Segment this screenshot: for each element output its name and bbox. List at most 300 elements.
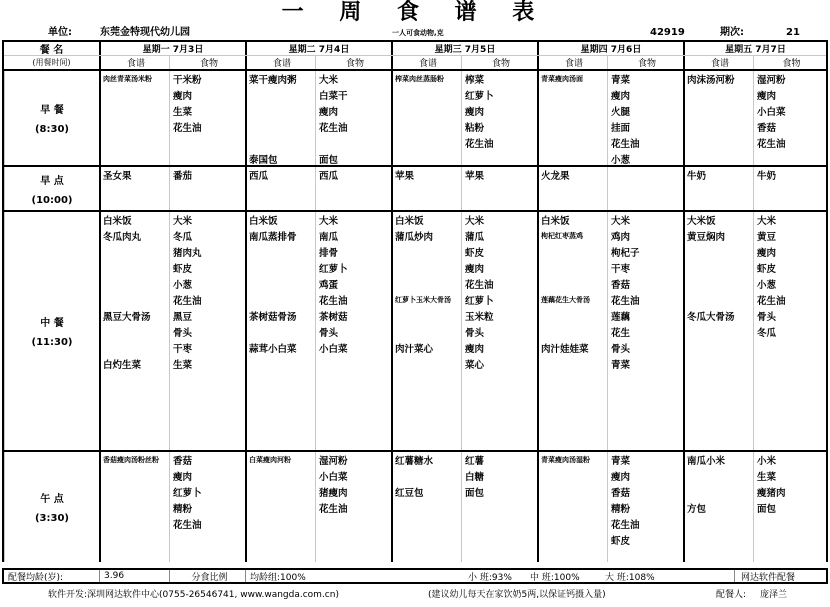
dish-name: 榨菜肉丝蒸肠粉 xyxy=(395,75,444,83)
meal-name-cell xyxy=(4,167,99,210)
dish-name xyxy=(687,244,753,260)
food-item: 玉米粒 xyxy=(465,312,494,323)
dish-name xyxy=(687,87,753,103)
dish-name: 方包 xyxy=(687,504,707,515)
dish-name: 白米饭 xyxy=(249,216,278,227)
meal-time: (10:00) xyxy=(31,194,73,206)
food-item: 香菇 xyxy=(173,456,193,467)
food-item: 干枣 xyxy=(173,344,193,355)
food-item: 虾皮 xyxy=(173,264,193,275)
food-item: 小葱 xyxy=(611,155,631,166)
dish-name xyxy=(395,87,461,103)
dish-name xyxy=(103,103,169,119)
dish-name: 青菜瘦肉汤湿粉 xyxy=(541,456,590,464)
dish-column xyxy=(537,212,607,450)
dish-name: 红豆包 xyxy=(395,488,424,499)
dish-name xyxy=(103,292,169,308)
dish-column xyxy=(391,167,461,210)
food-item: 香菇 xyxy=(611,488,631,499)
dish-column xyxy=(537,71,607,165)
dish-column xyxy=(245,71,315,165)
day-header-mon: 星期一 7月3日 xyxy=(99,42,245,55)
dish-name: 莲藕花生大骨汤 xyxy=(541,296,590,304)
big-class: 大 班:108% xyxy=(605,572,655,583)
dish-name xyxy=(249,276,315,292)
dish-name xyxy=(249,260,315,276)
food-item xyxy=(757,404,826,420)
dish-name xyxy=(687,516,753,532)
food-item: 大米 xyxy=(611,216,631,227)
food-item xyxy=(611,436,683,452)
dish-name xyxy=(395,404,461,420)
food-item xyxy=(757,340,826,356)
dish-name: 冬瓜肉丸 xyxy=(103,232,142,243)
food-item xyxy=(757,436,826,452)
food-item: 瘦猪肉 xyxy=(757,488,786,499)
dish-name: 黄豆焖肉 xyxy=(687,232,726,243)
food-item: 莲藕 xyxy=(611,312,631,323)
food-item xyxy=(757,532,826,548)
dish-name xyxy=(395,436,461,452)
dish-column xyxy=(683,452,753,562)
food-item: 瘦肉 xyxy=(465,264,485,275)
dish-name: 肉沫汤河粉 xyxy=(687,75,735,86)
dish-name xyxy=(541,516,607,532)
dish-name xyxy=(541,151,607,167)
dish-name xyxy=(249,324,315,340)
dish-name: 枸杞红枣蒸鸡 xyxy=(541,232,583,240)
food-item: 冬瓜 xyxy=(173,232,193,243)
small-class: 小 班:93% xyxy=(468,572,512,583)
dish-name xyxy=(541,244,607,260)
food-item: 苹果 xyxy=(465,171,485,182)
food-item: 青菜 xyxy=(611,75,631,86)
food-item xyxy=(611,167,683,183)
dish-name: 红薯糖水 xyxy=(395,456,434,467)
dish-name: 牛奶 xyxy=(687,171,707,182)
food-column xyxy=(461,212,537,450)
food-item xyxy=(465,372,537,388)
food-item: 生菜 xyxy=(173,360,193,371)
dish-name xyxy=(103,276,169,292)
food-column xyxy=(169,167,245,210)
dish-name xyxy=(395,324,461,340)
dish-name xyxy=(395,103,461,119)
page-title: 一 周 食 谱 表 xyxy=(281,0,549,25)
food-item: 花生 xyxy=(611,328,631,339)
dish-name xyxy=(541,103,607,119)
food-item: 骨头 xyxy=(319,328,339,339)
meal-name-cell xyxy=(4,212,99,450)
dish-name xyxy=(395,420,461,436)
dish-name: 圣女果 xyxy=(103,171,132,182)
dish-name xyxy=(103,516,169,532)
food-item xyxy=(319,372,391,388)
food-item xyxy=(319,356,391,372)
dish-column xyxy=(245,452,315,562)
meal-name-cell xyxy=(4,71,99,165)
food-item: 花生油 xyxy=(465,139,494,150)
dish-name: 白米饭 xyxy=(103,216,132,227)
dish-name xyxy=(541,260,607,276)
meal-time-header: (用餐时间) xyxy=(32,58,71,67)
dish-name xyxy=(103,87,169,103)
meal-name: 早 点 xyxy=(40,175,64,187)
dish-name xyxy=(249,516,315,532)
dish-column xyxy=(683,212,753,450)
dish-name xyxy=(249,372,315,388)
dish-name: 菜干瘦肉粥 xyxy=(249,75,297,86)
food-item: 瘦肉 xyxy=(465,107,485,118)
dish-name xyxy=(249,420,315,436)
dish-column xyxy=(99,167,169,210)
food-item: 西瓜 xyxy=(319,171,339,182)
dish-name: 黑豆大骨汤 xyxy=(103,312,151,323)
footer-bar xyxy=(2,568,828,584)
dish-name: 肉汁娃娃菜 xyxy=(541,344,589,355)
food-item xyxy=(757,356,826,372)
day-header-fri: 星期五 7月7日 xyxy=(683,42,826,55)
dish-name xyxy=(103,388,169,404)
dish-name xyxy=(249,500,315,516)
food-item xyxy=(173,388,245,404)
dish-name xyxy=(103,404,169,420)
issue-label: 期次: xyxy=(720,27,744,38)
dish-name: 茶树菇骨汤 xyxy=(249,312,297,323)
food-item xyxy=(465,532,537,548)
food-item xyxy=(319,532,391,548)
food-item: 瘦肉 xyxy=(757,248,777,259)
meal-name: 午 点 xyxy=(40,494,64,505)
food-item xyxy=(465,436,537,452)
dish-name: 南瓜小米 xyxy=(687,456,726,467)
day-header-tue: 星期二 7月4日 xyxy=(245,42,391,55)
food-item: 虾皮 xyxy=(611,536,631,547)
food-column xyxy=(315,212,391,450)
record-number: 42919 xyxy=(650,27,685,38)
dish-name xyxy=(541,356,607,372)
food-item: 菜心 xyxy=(465,360,485,371)
ratio-label: 分食比例 xyxy=(169,570,245,582)
day-header-row xyxy=(4,40,826,55)
food-item xyxy=(319,420,391,436)
food-column xyxy=(461,167,537,210)
food-header: 食物 xyxy=(315,56,391,69)
dish-column xyxy=(245,167,315,210)
dish-name xyxy=(103,244,169,260)
dish-name xyxy=(249,532,315,548)
food-item: 牛奶 xyxy=(757,171,777,182)
dish-name xyxy=(395,260,461,276)
food-item: 骨头 xyxy=(173,328,193,339)
unit-label: 单位: xyxy=(48,27,72,38)
food-item: 茶树菇 xyxy=(319,312,348,323)
food-item: 南瓜 xyxy=(319,232,339,243)
dish-column xyxy=(537,452,607,562)
dish-name: 苹果 xyxy=(395,171,415,182)
food-item: 花生油 xyxy=(173,296,202,307)
food-header: 食物 xyxy=(607,56,683,69)
dish-name xyxy=(541,500,607,516)
issue-value: 21 xyxy=(786,27,800,38)
dish-column xyxy=(99,212,169,450)
age-value: 3.96 xyxy=(99,570,169,582)
food-item: 花生油 xyxy=(319,296,348,307)
food-item: 粘粉 xyxy=(465,123,485,134)
dish-column xyxy=(391,212,461,450)
dish-header: 食谱 xyxy=(537,56,607,69)
food-item xyxy=(173,372,245,388)
food-item: 红薯 xyxy=(465,456,485,467)
dish-header: 食谱 xyxy=(683,56,753,69)
food-item xyxy=(173,151,245,167)
meal-block xyxy=(4,69,826,165)
dish-name xyxy=(687,276,753,292)
food-item xyxy=(173,404,245,420)
food-item xyxy=(757,151,826,167)
dish-name xyxy=(249,404,315,420)
food-item xyxy=(465,151,537,167)
dish-name: 白米饭 xyxy=(541,216,570,227)
bottom-bar xyxy=(0,587,830,601)
dish-header: 食谱 xyxy=(245,56,315,69)
dish-name xyxy=(687,260,753,276)
dish-name: 火龙果 xyxy=(541,171,570,182)
dish-name xyxy=(249,135,315,151)
dish-name xyxy=(395,135,461,151)
meal-block xyxy=(4,450,826,562)
day-header-thu: 星期四 7月6日 xyxy=(537,42,683,55)
food-column xyxy=(607,167,683,210)
dish-column xyxy=(537,167,607,210)
food-item: 青菜 xyxy=(611,456,631,467)
middle-class: 中 班:100% xyxy=(530,572,580,583)
food-item: 面包 xyxy=(319,155,339,166)
dish-name xyxy=(395,356,461,372)
food-item: 青菜 xyxy=(611,360,631,371)
food-item: 骨头 xyxy=(465,328,485,339)
food-item: 红萝卜 xyxy=(173,488,202,499)
food-item: 香菇 xyxy=(611,280,631,291)
food-item: 湿河粉 xyxy=(319,456,348,467)
food-item: 花生油 xyxy=(611,139,640,150)
dish-name xyxy=(249,468,315,484)
dish-name xyxy=(541,135,607,151)
food-item: 瘦肉 xyxy=(611,91,631,102)
food-item: 红萝卜 xyxy=(465,296,494,307)
food-item: 挂面 xyxy=(611,123,631,134)
food-column xyxy=(607,452,683,562)
dish-name: 蒜茸小白菜 xyxy=(249,344,297,355)
dish-name xyxy=(541,308,607,324)
dish-name: 肉丝青菜汤米粉 xyxy=(103,75,152,83)
subheader-row xyxy=(4,55,826,69)
food-item: 面包 xyxy=(465,488,485,499)
dish-name xyxy=(103,151,169,167)
planner-label: 配餐人: xyxy=(716,590,747,600)
food-item: 白糖 xyxy=(465,472,485,483)
food-header: 食物 xyxy=(169,56,245,69)
food-column xyxy=(169,212,245,450)
food-item: 花生油 xyxy=(173,123,202,134)
food-item: 精粉 xyxy=(173,504,193,515)
food-item: 骨头 xyxy=(611,344,631,355)
food-item: 瘦肉 xyxy=(319,107,339,118)
food-item: 花生油 xyxy=(319,123,348,134)
dish-name xyxy=(103,260,169,276)
food-item xyxy=(611,404,683,420)
dish-name xyxy=(249,292,315,308)
dish-column xyxy=(245,212,315,450)
dish-column xyxy=(391,452,461,562)
meal-blocks xyxy=(4,69,826,562)
food-item: 生菜 xyxy=(173,107,193,118)
dish-name xyxy=(103,119,169,135)
dish-name xyxy=(541,388,607,404)
food-item: 精粉 xyxy=(611,504,631,515)
dish-name xyxy=(687,404,753,420)
food-item xyxy=(757,420,826,436)
food-item xyxy=(319,388,391,404)
dish-name xyxy=(541,484,607,500)
food-item xyxy=(319,135,391,151)
dish-name xyxy=(687,484,753,500)
dish-name xyxy=(395,151,461,167)
food-item xyxy=(611,388,683,404)
unit-name: 东莞金特现代幼儿园 xyxy=(100,27,190,38)
dish-name: 红萝卜玉米大骨汤 xyxy=(395,296,451,304)
food-item: 小白菜 xyxy=(319,344,348,355)
dish-name xyxy=(687,532,753,548)
food-item xyxy=(465,404,537,420)
food-column xyxy=(315,452,391,562)
food-item: 骨头 xyxy=(757,312,777,323)
food-item: 大米 xyxy=(319,75,339,86)
dish-name xyxy=(103,500,169,516)
dish-name: 冬瓜大骨汤 xyxy=(687,312,735,323)
food-item: 湿河粉 xyxy=(757,75,786,86)
food-item: 排骨 xyxy=(319,248,339,259)
food-item: 花生油 xyxy=(319,504,348,515)
food-item xyxy=(465,516,537,532)
food-item xyxy=(465,500,537,516)
food-item: 大米 xyxy=(757,216,777,227)
food-item: 大米 xyxy=(465,216,485,227)
day-header-wed: 星期三 7月5日 xyxy=(391,42,537,55)
food-item: 小米 xyxy=(757,456,777,467)
dish-name xyxy=(249,388,315,404)
food-column xyxy=(169,71,245,165)
dish-name xyxy=(541,420,607,436)
food-column xyxy=(315,71,391,165)
dish-name: 泰国包 xyxy=(249,155,278,166)
meal-time: (8:30) xyxy=(34,124,69,135)
age-group: 均龄组:100% xyxy=(245,570,464,582)
food-item: 干米粉 xyxy=(173,75,202,86)
dish-name xyxy=(687,324,753,340)
meal-name: 中 餐 xyxy=(40,318,64,329)
meal-time: (11:30) xyxy=(31,337,73,348)
dish-name xyxy=(541,404,607,420)
meal-time: (3:30) xyxy=(34,513,69,524)
dish-name xyxy=(395,244,461,260)
dish-name xyxy=(687,372,753,388)
dish-name xyxy=(541,87,607,103)
food-header: 食物 xyxy=(461,56,537,69)
meal-block xyxy=(4,165,826,210)
food-item: 瘦肉 xyxy=(757,91,777,102)
food-item xyxy=(173,135,245,151)
dish-header: 食谱 xyxy=(99,56,169,69)
dish-name xyxy=(541,324,607,340)
food-item: 香菇 xyxy=(757,123,777,134)
food-column xyxy=(753,71,826,165)
dish-name xyxy=(103,468,169,484)
dish-name xyxy=(103,340,169,356)
age-label: 配餐均龄(岁): xyxy=(8,572,64,583)
food-item xyxy=(173,436,245,452)
header-note: 一人可食动物,克 xyxy=(392,29,444,37)
dish-name xyxy=(687,119,753,135)
food-item: 小白菜 xyxy=(319,472,348,483)
food-column xyxy=(461,71,537,165)
food-item: 冬瓜 xyxy=(757,328,777,339)
dish-name xyxy=(395,468,461,484)
food-item: 小葱 xyxy=(173,280,193,291)
food-item xyxy=(757,516,826,532)
food-item: 白菜干 xyxy=(319,91,348,102)
food-item xyxy=(173,420,245,436)
dish-name xyxy=(249,87,315,103)
dish-name xyxy=(103,436,169,452)
dish-name xyxy=(249,103,315,119)
food-column xyxy=(607,71,683,165)
dish-name xyxy=(249,436,315,452)
dish-name: 白灼生菜 xyxy=(103,360,142,371)
food-item: 红萝卜 xyxy=(319,264,348,275)
dish-name xyxy=(103,135,169,151)
dish-name xyxy=(103,532,169,548)
dish-name xyxy=(541,436,607,452)
food-item xyxy=(757,388,826,404)
food-item: 瘦肉 xyxy=(611,472,631,483)
food-item xyxy=(465,388,537,404)
dish-name xyxy=(541,276,607,292)
dish-name xyxy=(541,532,607,548)
dish-column xyxy=(99,71,169,165)
dish-name xyxy=(395,308,461,324)
dish-name: 南瓜蒸排骨 xyxy=(249,232,297,243)
dish-column xyxy=(99,452,169,562)
dish-name xyxy=(103,484,169,500)
food-column xyxy=(169,452,245,562)
menu-table xyxy=(2,40,828,562)
food-item xyxy=(319,404,391,420)
dish-name: 青菜瘦肉汤面 xyxy=(541,75,583,83)
meal-name: 早 餐 xyxy=(40,105,64,116)
food-item: 花生油 xyxy=(611,520,640,531)
food-item: 鸡肉 xyxy=(611,232,631,243)
meal-column-header: 餐 名 xyxy=(39,45,64,55)
developer-info: 软件开发:深圳网达软件中心(0755-26546741, www.wangda.com.cn) xyxy=(48,590,339,600)
dish-name: 白菜瘦肉河粉 xyxy=(249,456,291,464)
dish-name xyxy=(395,516,461,532)
dish-name: 蒲瓜炒肉 xyxy=(395,232,434,243)
software-label: 网达软件配餐 xyxy=(734,570,806,582)
food-column xyxy=(461,452,537,562)
food-item xyxy=(611,372,683,388)
food-header: 食物 xyxy=(753,56,826,69)
